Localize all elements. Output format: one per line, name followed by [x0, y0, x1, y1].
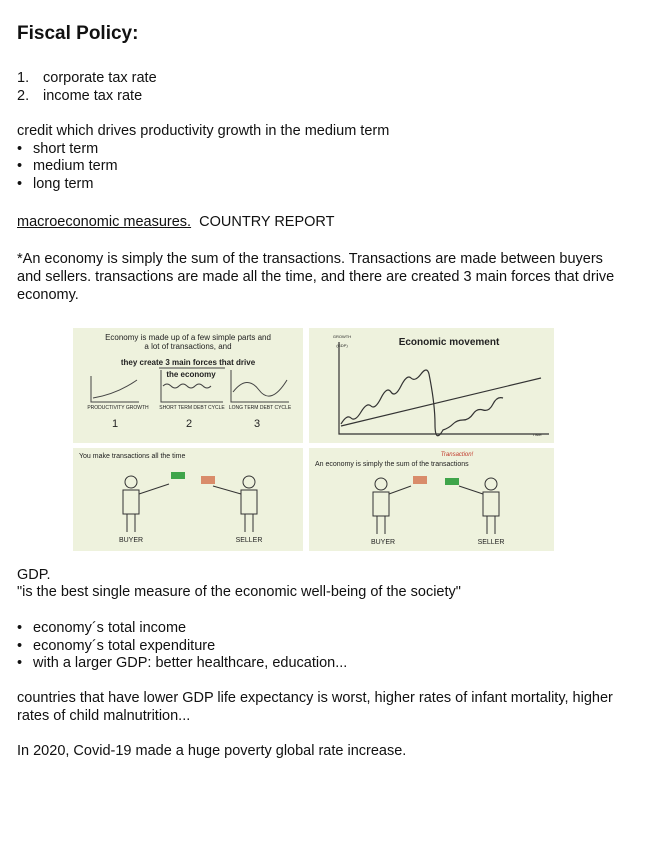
list-item: • long term — [17, 176, 94, 192]
force-number: 2 — [185, 418, 193, 430]
gdp-quote: "is the best single measure of the economic well-being of the society" — [17, 584, 461, 600]
macro-link[interactable]: macroeconomic measures. — [17, 214, 192, 230]
credit-line: credit which drives productivity growth in the medium term — [17, 123, 390, 139]
list-item: • economy´s total income — [17, 620, 187, 636]
transaction-stamp: Transaction! — [440, 452, 474, 458]
economy-paragraph: *An economy is simply the sum of the transactions. Transactions are made between buyers and sellers. transactions are made all the time, and there are created 3 main forces that drive economy. — [17, 251, 615, 303]
term-text: short term — [33, 141, 99, 157]
x-axis-label: TIME — [532, 432, 542, 437]
list-item: • medium term — [17, 158, 118, 174]
list-text: corporate tax rate — [43, 70, 157, 86]
countries-paragraph: countries that have lower GDP life expectancy is worst, higher rates of infant mortality, higher rates of child malnutrition... — [17, 690, 613, 724]
panel-text: An economy is simply the sum of the transactions — [315, 461, 469, 468]
force-label: LONG TERM DEBT CYCLE — [228, 405, 292, 411]
panel-text: Economy is made up of a few simple parts and a lot of transactions, and — [105, 333, 271, 351]
panel-three-forces — [73, 328, 303, 443]
list-number: 2. — [17, 88, 30, 104]
macro-line — [17, 213, 335, 231]
seller-label: SELLER — [477, 539, 505, 546]
panel-sum-of-transactions — [309, 448, 554, 551]
gdp-title: GDP. — [17, 567, 51, 583]
gdp-bullet-text: economy´s total income — [33, 620, 187, 636]
gdp-bullet-text: economy´s total expenditure — [33, 638, 216, 654]
panel-text: You make transactions all the time — [79, 453, 186, 460]
page-title: Fiscal Policy: — [17, 23, 139, 44]
buyer-seller-sketch — [309, 448, 554, 551]
list-item: • short term — [17, 141, 99, 157]
buyer-label: BUYER — [118, 537, 144, 544]
force-number: 3 — [253, 418, 261, 430]
panel-bold-text: they create 3 main forces that drive — [120, 358, 256, 367]
covid-line: In 2020, Covid-19 made a huge poverty global rate increase. — [17, 743, 407, 759]
list-item — [17, 69, 157, 87]
list-text: income tax rate — [43, 88, 143, 104]
list-item: • with a larger GDP: better healthcare, education... — [17, 655, 348, 671]
term-text: medium term — [33, 158, 118, 174]
force-label: PRODUCTIVITY GROWTH — [87, 405, 149, 411]
panel-box-text: the economy — [166, 370, 216, 379]
country-report-label: COUNTRY REPORT — [199, 214, 335, 230]
economy-illustration — [73, 328, 554, 551]
buyer-label: BUYER — [370, 539, 396, 546]
force-number: 1 — [111, 418, 119, 430]
panel-economic-movement — [309, 328, 554, 443]
gdp-bullet-text: with a larger GDP: better healthcare, education... — [33, 655, 348, 671]
seller-label: SELLER — [235, 537, 263, 544]
panel-transactions — [73, 448, 303, 551]
list-item — [17, 87, 142, 105]
panel-title: Economic movement — [398, 337, 500, 348]
list-item: • economy´s total expenditure — [17, 638, 216, 654]
force-label: SHORT TERM DEBT CYCLE — [159, 405, 225, 411]
list-number: 1. — [17, 70, 30, 86]
term-text: long term — [33, 176, 94, 192]
movement-sketch — [309, 328, 554, 443]
y-axis-label: GROWTH (GDP) — [332, 334, 352, 348]
